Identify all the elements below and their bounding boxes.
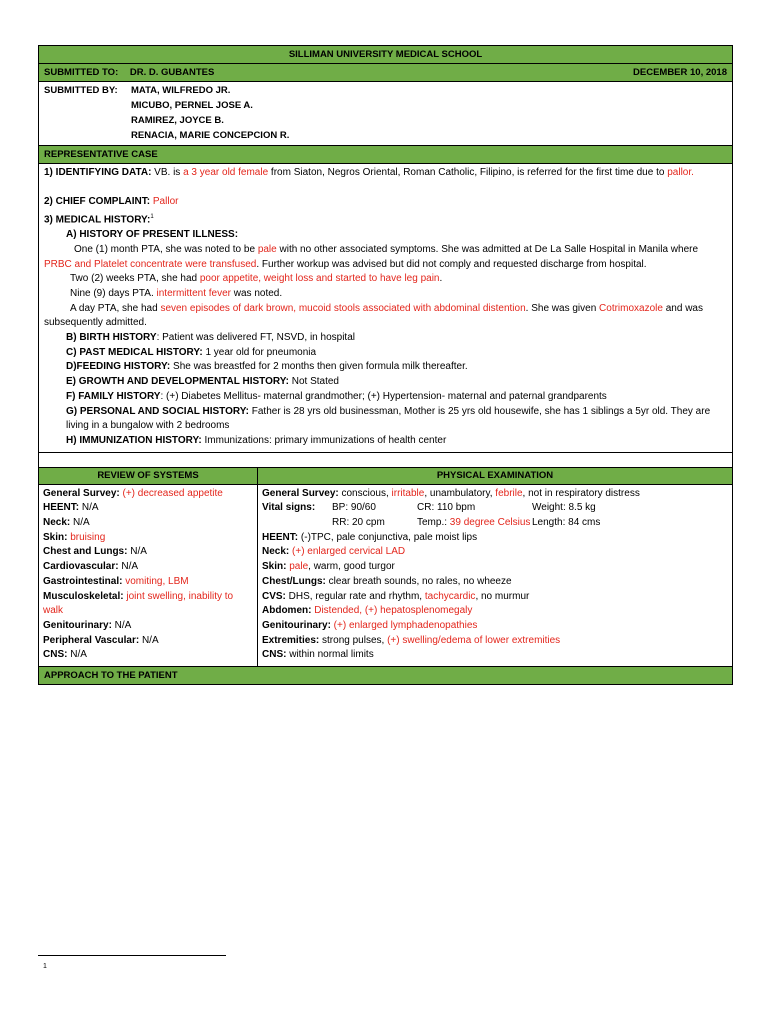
- pe-cns: CNS: within normal limits: [262, 649, 374, 661]
- pe-cvs: CVS: DHS, regular rate and rhythm, tachycardic, no murmur: [262, 590, 530, 602]
- past-medical-history: C) PAST MEDICAL HISTORY: 1 year old for pneumonia: [66, 346, 317, 358]
- medical-history-heading: 3) MEDICAL HISTORY:$^1$: [44, 214, 154, 226]
- hpi-paragraph-1: One (1) month PTA, she was noted to be pale with no other associated symptoms. She was admitted at De La Salle Hospital in Manila where: [74, 243, 699, 255]
- review-of-systems: [39, 468, 258, 666]
- ros-heading: REVIEW OF SYSTEMS: [39, 468, 257, 485]
- submitter-name: RAMIREZ, JOYCE B.: [131, 115, 224, 126]
- school-title: SILLIMAN UNIVERSITY MEDICAL SCHOOL: [39, 46, 732, 64]
- ros-pe-table: [39, 468, 732, 667]
- hpi-paragraph-4: A day PTA, she had seven episodes of dark brown, mucoid stools associated with abdominal distention. She was given Cotrimoxazole and was: [70, 302, 703, 314]
- pe-vital-signs-1: Vital signs: BP: 90/60 CR: 110 bpm Weight: 8.5 kg: [262, 502, 596, 514]
- hpi-paragraph-2: Two (2) weeks PTA, she had poor appetite, weight loss and started to have leg pain.: [70, 273, 443, 285]
- ros-gastrointestinal: Gastrointestinal: vomiting, LBM: [43, 575, 189, 587]
- ros-skin: Skin: bruising: [43, 531, 106, 543]
- pe-abdomen: Abdomen: Distended, (+) hepatosplenomegaly: [262, 605, 473, 617]
- medical-case-document: [38, 45, 733, 685]
- personal-social-history-cont: living in a bungalow with 2 bedrooms: [66, 420, 230, 432]
- identifying-data: 1) IDENTIFYING DATA: VB. is a 3 year old female from Siaton, Negros Oriental, Roman Catholic, Filipino, is referred for the first time due to pallor.: [44, 167, 694, 178]
- feeding-history: D)FEEDING HISTORY: She was breastfed for 2 months then given formula milk thereafter.: [66, 361, 468, 373]
- pe-genitourinary: Genitourinary: (+) enlarged lymphadenopathies: [262, 620, 478, 631]
- ros-cns: CNS: N/A: [43, 649, 87, 661]
- approach-heading: APPROACH TO THE PATIENT: [39, 667, 732, 684]
- submitted-by-label: SUBMITTED BY:: [44, 85, 118, 96]
- spacer-row: [39, 453, 732, 468]
- representative-case-body: [39, 164, 732, 453]
- submitter-name: RENACIA, MARIE CONCEPCION R.: [131, 130, 290, 141]
- chief-complaint: 2) CHIEF COMPLAINT: Pallor: [44, 196, 179, 208]
- footnote-rule: [38, 955, 226, 956]
- ros-peripheral-vascular: Peripheral Vascular: N/A: [43, 634, 159, 646]
- ros-genitourinary: Genitourinary: N/A: [43, 620, 132, 631]
- submitted-to-label: SUBMITTED TO:: [44, 67, 119, 78]
- pe-heent: HEENT: (-)TPC, pale conjunctiva, pale moist lips: [262, 531, 478, 543]
- representative-case-heading: REPRESENTATIVE CASE: [39, 146, 732, 164]
- submitter-name: MATA, WILFREDO JR.: [131, 85, 231, 96]
- personal-social-history: G) PERSONAL AND SOCIAL HISTORY: Father is 28 yrs old businessman, Mother is 25 yrs old housewife, she has 1 siblings a 5yr old. They are: [66, 405, 711, 417]
- submitted-by-block: [39, 82, 732, 146]
- ros-musculoskeletal: Musculoskeletal: joint swelling, inability to: [43, 590, 234, 602]
- ros-general-survey: General Survey: (+) decreased appetite: [43, 487, 223, 499]
- ros-cardiovascular: Cardiovascular: N/A: [43, 561, 139, 573]
- immunization-history: H) IMMUNIZATION HISTORY: Immunizations: primary immunizations of health center: [66, 434, 447, 446]
- pe-vital-signs-2: RR: 20 cpm Temp.: 39 degree Celsius Length: 84 cms: [332, 517, 601, 529]
- ros-heent: HEENT: N/A: [43, 502, 99, 514]
- submitter-name: MICUBO, PERNEL JOSE A.: [131, 100, 253, 111]
- pe-heading: PHYSICAL EXAMINATION: [258, 468, 732, 485]
- hpi-paragraph-1-cont: PRBC and Platelet concentrate were transfused. Further workup was advised but did not comply and requested discharge from hospital.: [44, 258, 647, 270]
- hpi-heading: A) HISTORY OF PRESENT ILLNESS:: [66, 229, 239, 241]
- ros-chest-lungs: Chest and Lungs: N/A: [43, 546, 147, 558]
- birth-history: B) BIRTH HISTORY: Patient was delivered FT, NSVD, in hospital: [66, 332, 355, 344]
- footnote-number: 1: [43, 963, 47, 970]
- hpi-paragraph-3: Nine (9) days PTA. intermittent fever was noted.: [70, 287, 283, 299]
- ros-neck: Neck: N/A: [43, 517, 90, 529]
- pe-neck: Neck: (+) enlarged cervical LAD: [262, 546, 406, 558]
- submitted-to-row: [39, 64, 732, 82]
- pe-extremities: Extremities: strong pulses, (+) swelling/edema of lower extremities: [262, 634, 561, 646]
- pe-chest-lungs: Chest/Lungs: clear breath sounds, no rales, no wheeze: [262, 575, 512, 587]
- physical-examination: [258, 468, 732, 666]
- hpi-paragraph-4-cont: subsequently admitted.: [44, 317, 147, 329]
- ros-musculoskeletal-cont: walk: [43, 605, 64, 617]
- growth-history: E) GROWTH AND DEVELOPMENTAL HISTORY: Not Stated: [66, 376, 339, 388]
- submitted-to-name: DR. D. GUBANTES: [129, 67, 215, 78]
- pe-skin: Skin: pale, warm, good turgor: [262, 561, 395, 573]
- family-history: F) FAMILY HISTORY: (+) Diabetes Mellitus- maternal grandmother; (+) Hypertension- maternal and paternal grandparents: [66, 390, 607, 402]
- pe-general-survey: General Survey: conscious, irritable, unambulatory, febrile, not in respiratory distress: [262, 487, 640, 499]
- submission-date: DECEMBER 10, 2018: [633, 67, 727, 78]
